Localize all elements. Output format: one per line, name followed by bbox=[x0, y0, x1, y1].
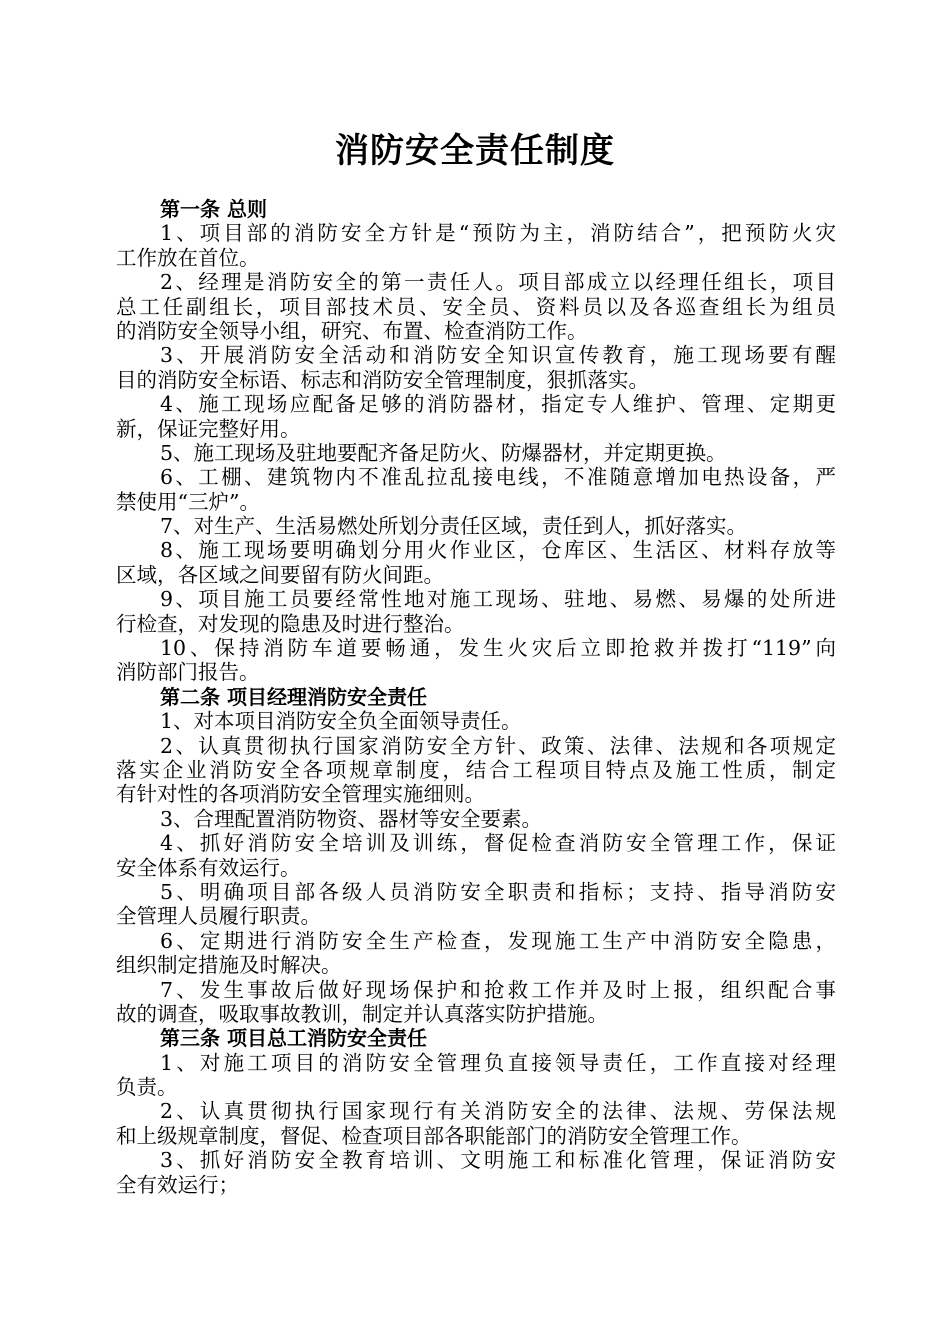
article-heading: 第三条 项目总工消防安全责任 bbox=[160, 1026, 427, 1051]
paragraph-line: 区域，各区域之间要留有防火间距。 bbox=[116, 562, 444, 587]
paragraph-line: 禁使用“三炉”。 bbox=[116, 489, 260, 514]
paragraph-line: 有针对性的各项消防安全管理实施细则。 bbox=[116, 782, 485, 807]
paragraph-line: 8、施工现场要明确划分用火作业区，仓库区、生活区、材料存放等 bbox=[160, 538, 836, 563]
paragraph-line: 安全体系有效运行。 bbox=[116, 855, 301, 880]
paragraph-line: 和上级规章制度，督促、检查项目部各职能部门的消防安全管理工作。 bbox=[116, 1123, 752, 1148]
article-heading: 第一条 总则 bbox=[160, 197, 267, 221]
paragraph-line: 3、开展消防安全活动和消防安全知识宣传教育，施工现场要有醒 bbox=[160, 343, 836, 368]
paragraph-line: 10、保持消防车道要畅通，发生火灾后立即抢救并拨打“119”向 bbox=[160, 636, 836, 661]
paragraph-line: 2、经理是消防安全的第一责任人。项目部成立以经理任组长，项目 bbox=[160, 270, 836, 295]
paragraph-line: 5、施工现场及驻地要配齐备足防火、防爆器材，并定期更换。 bbox=[160, 440, 727, 465]
paragraph-line: 7、发生事故后做好现场保护和抢救工作并及时上报，组织配合事 bbox=[160, 977, 836, 1002]
paragraph-line: 1、项目部的消防安全方针是“预防为主，消防结合”，把预防火灾 bbox=[160, 221, 836, 246]
paragraph-line: 2、认真贯彻执行国家现行有关消防安全的法律、法规、劳保法规 bbox=[160, 1099, 836, 1124]
paragraph-line: 组织制定措施及时解决。 bbox=[116, 953, 342, 978]
document-body bbox=[116, 197, 836, 1197]
paragraph-line: 全管理人员履行职责。 bbox=[116, 904, 321, 929]
paragraph-line: 工作放在首位。 bbox=[116, 245, 260, 270]
paragraph-line: 3、合理配置消防物资、器材等安全要素。 bbox=[160, 806, 543, 831]
paragraph-line: 故的调查，吸取事故教训，制定并认真落实防护措施。 bbox=[116, 1001, 608, 1026]
paragraph-line: 行检查，对发现的隐患及时进行整治。 bbox=[116, 611, 465, 636]
paragraph-line: 6、定期进行消防安全生产检查，发现施工生产中消防安全隐患， bbox=[160, 928, 836, 953]
paragraph-line: 9、项目施工员要经常性地对施工现场、驻地、易燃、易爆的处所进 bbox=[160, 587, 836, 612]
paragraph-line: 2、认真贯彻执行国家消防安全方针、政策、法律、法规和各项规定 bbox=[160, 733, 836, 758]
paragraph-line: 4、抓好消防安全培训及训练，督促检查消防安全管理工作，保证 bbox=[160, 831, 836, 856]
document-title: 消防安全责任制度 bbox=[335, 131, 615, 171]
paragraph-line: 4、施工现场应配备足够的消防器材，指定专人维护、管理、定期更 bbox=[160, 392, 836, 417]
paragraph-line: 消防部门报告。 bbox=[116, 660, 260, 685]
paragraph-line: 的消防安全领导小组，研究、布置、检查消防工作。 bbox=[116, 318, 588, 343]
paragraph-line: 5、明确项目部各级人员消防安全职责和指标；支持、指导消防安 bbox=[160, 879, 836, 904]
paragraph-line: 目的消防安全标语、标志和消防安全管理制度，狠抓落实。 bbox=[116, 367, 649, 392]
paragraph-line: 新，保证完整好用。 bbox=[116, 416, 301, 441]
article-heading: 第二条 项目经理消防安全责任 bbox=[160, 684, 427, 709]
paragraph-line: 3、抓好消防安全教育培训、文明施工和标准化管理，保证消防安 bbox=[160, 1148, 836, 1173]
paragraph-line: 落实企业消防安全各项规章制度，结合工程项目特点及施工性质，制定 bbox=[116, 757, 836, 782]
paragraph-line: 负责。 bbox=[116, 1075, 178, 1100]
paragraph-line: 1、对本项目消防安全负全面领导责任。 bbox=[160, 709, 522, 734]
paragraph-line: 7、对生产、生活易燃处所划分责任区域，责任到人，抓好落实。 bbox=[160, 514, 748, 539]
paragraph-line: 6、工棚、建筑物内不准乱拉乱接电线，不准随意增加电热设备，严 bbox=[160, 465, 836, 490]
paragraph-line: 全有效运行； bbox=[116, 1172, 239, 1197]
paragraph-line: 1、对施工项目的消防安全管理负直接领导责任，工作直接对经理 bbox=[160, 1050, 836, 1075]
paragraph-line: 总工任副组长，项目部技术员、安全员、资料员以及各巡查组长为组员 bbox=[116, 294, 836, 319]
